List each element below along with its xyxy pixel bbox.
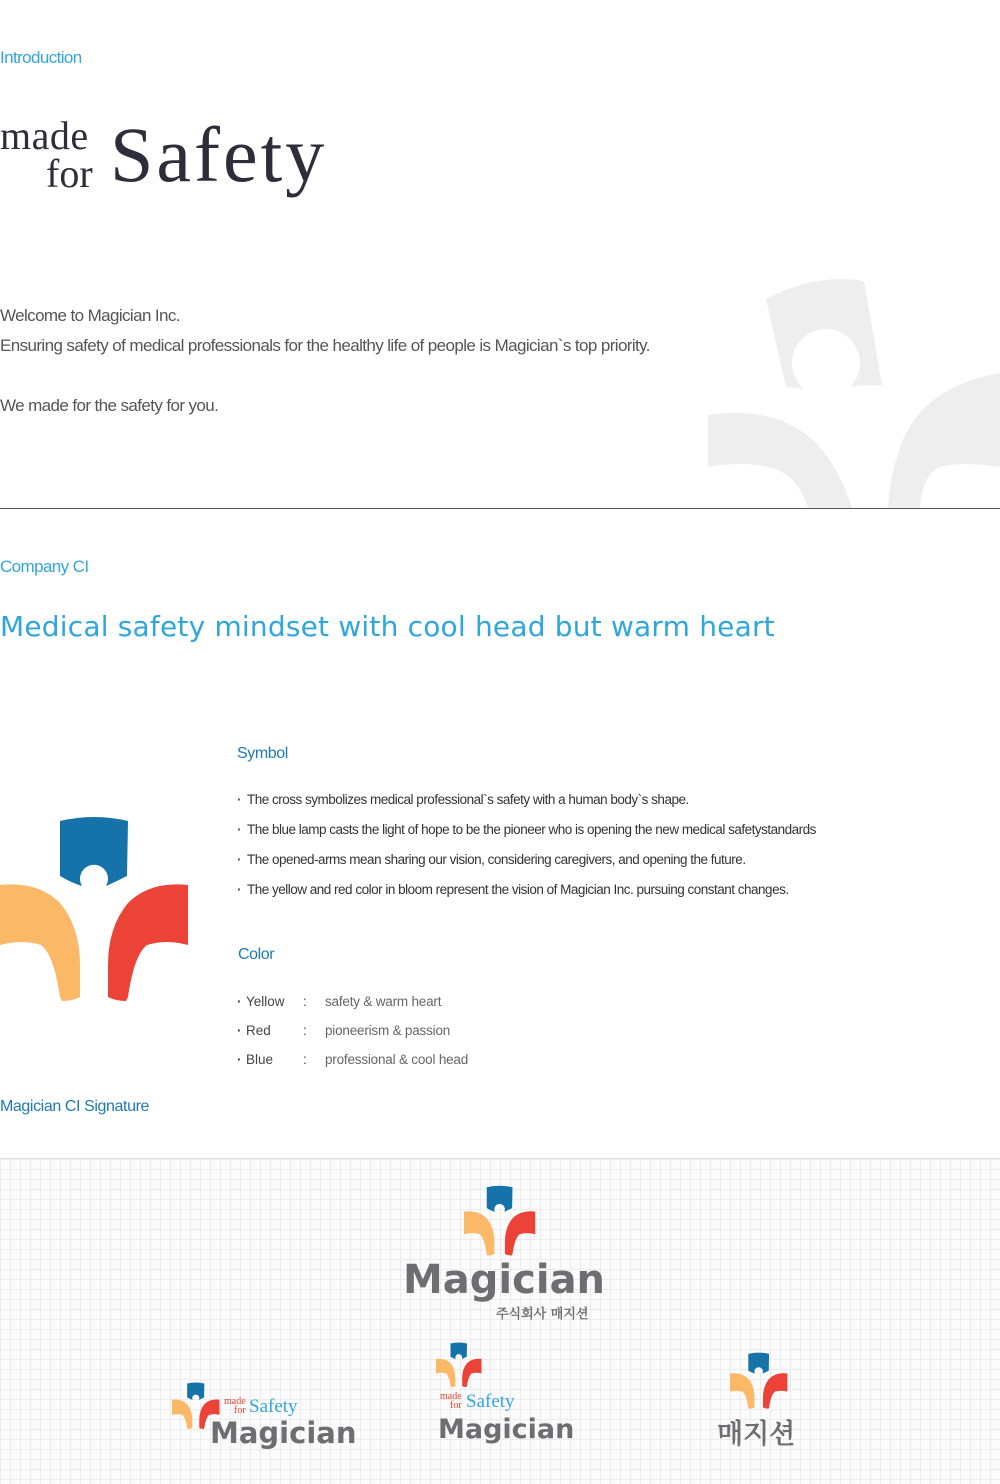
symbol-bullet: · The blue lamp casts the light of hope to be the pioneer who is opening the new medical safetystandards xyxy=(237,822,816,837)
wordmark-for: for xyxy=(46,151,93,196)
color-name: · Blue xyxy=(237,1052,273,1067)
logo-name: Magician xyxy=(438,1414,575,1445)
logo-korean-name: 주식회사 매지션 xyxy=(496,1307,589,1322)
logo-made-text: made xyxy=(440,1391,462,1402)
logo-symbol-icon xyxy=(730,1352,788,1410)
company-ci-headline: Medical safety mindset with cool head but warm heart xyxy=(0,610,775,643)
section-divider xyxy=(0,508,1000,509)
color-row-red xyxy=(237,1023,537,1041)
wordmark-safety: Safety xyxy=(110,111,328,198)
wordmark-made: made xyxy=(0,113,89,158)
company-ci-label: Company CI xyxy=(0,557,89,576)
watermark-symbol-icon xyxy=(700,275,1000,508)
color-separator: : xyxy=(303,1023,307,1038)
color-row-yellow xyxy=(237,994,537,1012)
color-title: Color xyxy=(238,946,275,963)
color-meaning: safety & warm heart xyxy=(325,994,442,1009)
logo-for-text: for xyxy=(234,1405,246,1416)
intro-welcome-text: Welcome to Magician Inc. xyxy=(0,306,180,325)
main-logo xyxy=(400,1185,606,1325)
introduction-label: Introduction xyxy=(0,48,82,67)
symbol-bullet: · The cross symbolizes medical professional`s safety with a human body`s shape. xyxy=(237,792,689,807)
logo-symbol-icon xyxy=(464,1185,536,1257)
color-name: · Yellow xyxy=(237,994,285,1009)
color-name: · Red xyxy=(237,1023,271,1038)
logo-korean-right xyxy=(716,1352,806,1452)
logo-safety-text: Safety xyxy=(249,1396,298,1417)
color-meaning: professional & cool head xyxy=(325,1052,469,1067)
made-for-safety-wordmark xyxy=(0,108,340,218)
color-meaning: pioneerism & passion xyxy=(325,1023,451,1038)
color-separator: : xyxy=(303,994,307,1009)
logo-for-text: for xyxy=(450,1400,462,1411)
logo-name: Magician xyxy=(403,1257,606,1303)
magician-symbol-icon xyxy=(0,815,190,1005)
logo-symbol-icon xyxy=(436,1342,482,1388)
logo-korean-name: 매지션 xyxy=(717,1419,796,1450)
intro-safety-text: We made for the safety for you. xyxy=(0,396,219,415)
ci-signature-label: Magician CI Signature xyxy=(0,1098,150,1115)
logo-horizontal-left xyxy=(170,1378,360,1458)
color-separator: : xyxy=(303,1052,307,1067)
logo-name: Magician xyxy=(210,1416,357,1450)
intro-priority-text: Ensuring safety of medical professionals for the healthy life of people is Magician`s top priority. xyxy=(0,336,650,355)
symbol-bullet: · The opened-arms mean sharing our vision, considering caregivers, and opening the future. xyxy=(237,852,746,867)
logo-stacked-center xyxy=(436,1342,586,1452)
logo-safety-text: Safety xyxy=(466,1391,515,1412)
color-row-blue xyxy=(237,1052,537,1070)
logo-made-text: made xyxy=(224,1396,246,1407)
symbol-title: Symbol xyxy=(237,745,288,762)
symbol-bullet: · The yellow and red color in bloom represent the vision of Magician Inc. pursuing constant changes. xyxy=(237,882,789,897)
